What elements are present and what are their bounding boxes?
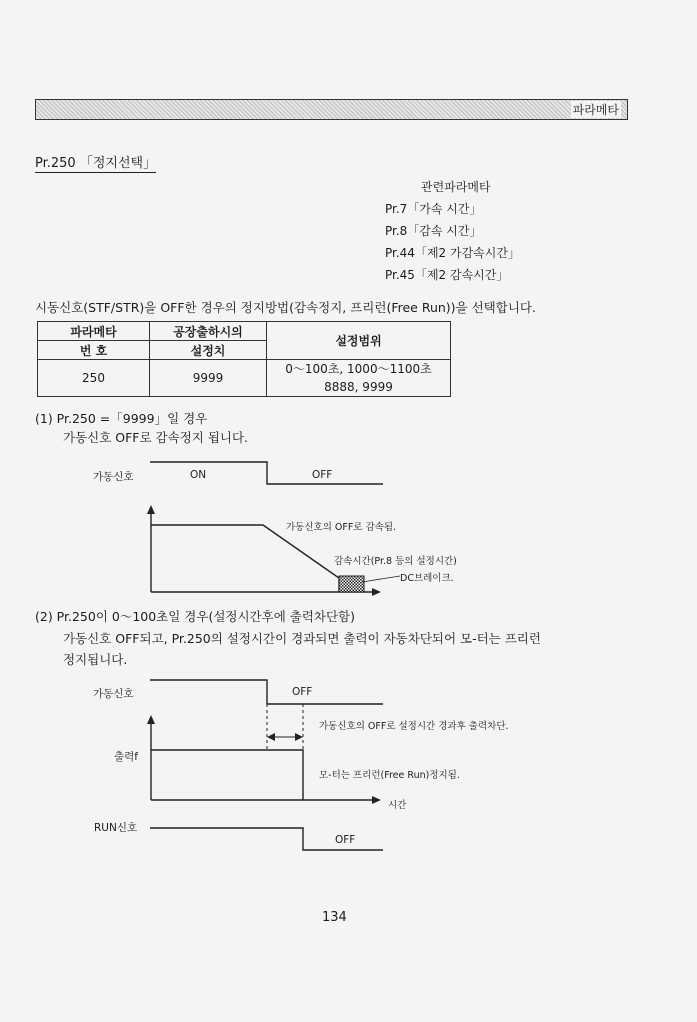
case1-signal-label: 가동신호 [93, 471, 134, 483]
case1-dc-brake-box [339, 576, 364, 592]
case2-note-free: 모-터는 프리런(Free Run)정지됨. [319, 770, 460, 781]
case2-desc-1: 가동신호 OFF되고, Pr.250의 설정시간이 경과되면 출력이 자동차단되어 모-터는 프리런 [63, 631, 541, 646]
case1-start-signal-line [150, 462, 383, 484]
range-line-2: 8888, 9999 [324, 380, 393, 394]
case1-speed-profile [151, 525, 339, 592]
case2-run-off-label: OFF [335, 834, 356, 846]
case2-span-arrow-right [295, 733, 303, 741]
related-item: Pr.8「감속 시간」 [385, 224, 482, 238]
cell-number: 250 [38, 360, 150, 397]
case1-off-label: OFF [312, 469, 333, 481]
case1-title: (1) Pr.250 =「9999」일 경우 [35, 411, 208, 426]
case2-note-cut: 가동신호의 OFF로 설정시간 경과후 출력차단. [319, 721, 509, 732]
case2-y-arrow [147, 715, 155, 724]
case1-note-decel: 가동신호의 OFF로 감속됨. [286, 522, 397, 533]
related-item: Pr.7「가속 시간」 [385, 202, 482, 216]
case2-signal-label: 가동신호 [93, 688, 134, 700]
th-param-b: 번 호 [38, 341, 150, 360]
case2-title: (2) Pr.250이 0～100초일 경우(설정시간후에 출력차단함) [35, 609, 356, 624]
header-title: 파라메타 [572, 103, 619, 117]
th-param-a: 파라메타 [38, 322, 150, 341]
case1-desc: 가동신호 OFF로 감속정지 됩니다. [63, 430, 249, 445]
case1-on-label: ON [190, 469, 207, 481]
related-item: Pr.45「제2 감속시간」 [385, 268, 509, 282]
case1-x-arrow [372, 588, 381, 596]
intro-text: 시동신호(STF/STR)을 OFF한 경우의 정지방법(감속정지, 프리런(Free Run))을 선택합니다. [35, 300, 536, 315]
case2-run-label: RUN신호 [94, 822, 138, 834]
related-heading: 관련파라메타 [421, 180, 491, 194]
case2-output-label: 출력f [114, 751, 138, 763]
case1-note-time: 감속시간(Pr.8 등의 설정시간) [334, 556, 457, 567]
cell-default: 9999 [150, 360, 267, 397]
related-item: Pr.44「제2 가감속시간」 [385, 246, 520, 260]
case1-note-dc: DC브레이크. [400, 573, 454, 584]
range-line-1: 0～100초, 1000～1100초 [285, 362, 432, 376]
th-default-b: 설정치 [150, 341, 267, 360]
case2-off-label: OFF [292, 686, 313, 698]
case2-x-arrow [372, 796, 381, 804]
case2-output-profile [151, 750, 303, 800]
th-range: 설정범위 [267, 322, 451, 360]
case2-start-signal-line [150, 680, 383, 704]
case1-dc-leader [362, 576, 400, 582]
case2-span-arrow-left [267, 733, 275, 741]
case2-desc-2: 정지됩니다. [63, 652, 128, 667]
case1-y-arrow [147, 505, 155, 514]
section-title: Pr.250 「정지선택」 [35, 152, 156, 173]
case2-time-label: 시간 [388, 800, 407, 811]
case2-run-signal-line [150, 828, 383, 850]
th-default-a: 공장출하시의 [150, 322, 267, 341]
page-number: 134 [322, 910, 347, 925]
